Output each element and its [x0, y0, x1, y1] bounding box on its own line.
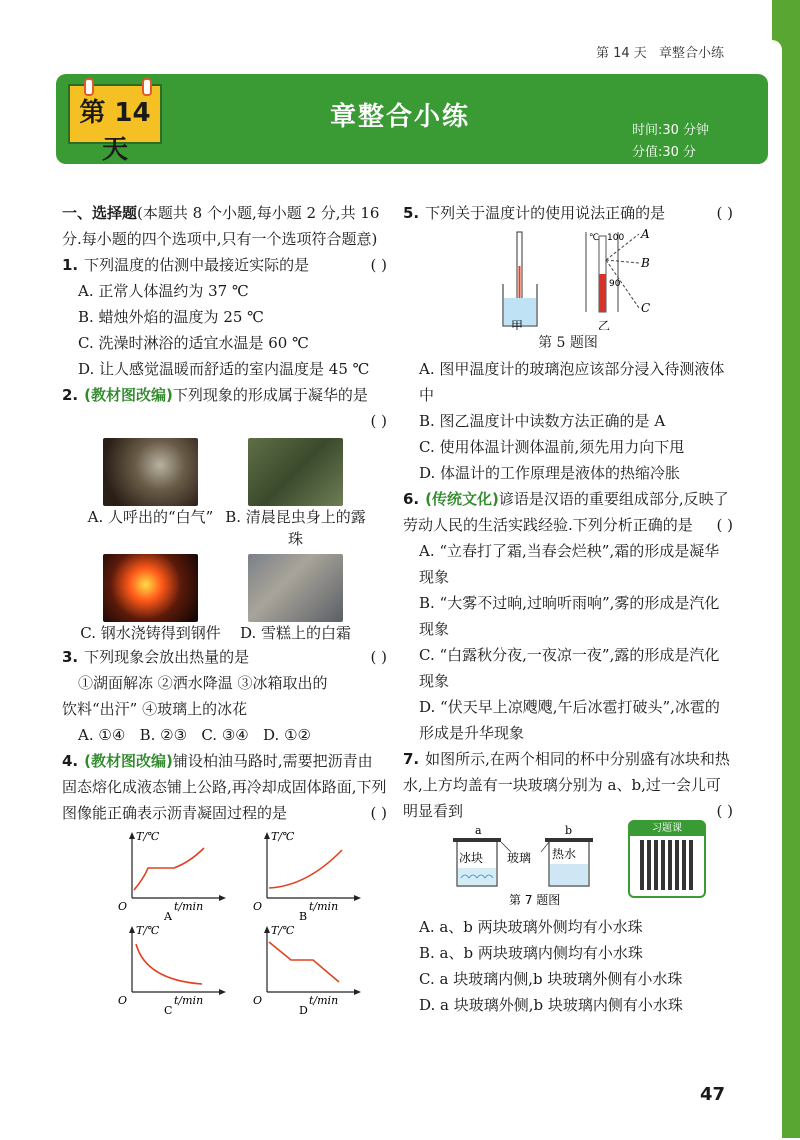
- page-number: 47: [700, 1084, 726, 1105]
- axis-x-label: t/min: [174, 900, 204, 913]
- option: B. a、b 两块玻璃内侧均有小水珠: [419, 944, 643, 962]
- fig-label-b: B: [641, 256, 650, 270]
- score-total: 分值:30 分: [632, 145, 697, 160]
- q2-image-row: [78, 438, 387, 550]
- fig-label-b: b: [565, 824, 573, 837]
- option: A. 正常人体温约为 37 ℃: [78, 282, 249, 300]
- fig-label-hot: 热水: [552, 847, 577, 861]
- fig-unit: ℃: [589, 233, 600, 243]
- q2-tag: (教材图改编): [84, 386, 173, 404]
- q3-statements: ①湖面解冻 ②洒水降温 ③冰箱取出的: [78, 674, 328, 692]
- question-5: [403, 200, 733, 226]
- question-7: [403, 746, 733, 824]
- q7-figure: [403, 824, 733, 914]
- graph-label: A: [164, 910, 172, 920]
- breath-photo: [103, 438, 198, 506]
- option: B. ②③: [139, 726, 188, 744]
- qr-label: 习题课: [630, 822, 704, 836]
- question-1: [62, 252, 387, 278]
- q2-image-row: [78, 554, 387, 644]
- origin-label: O: [118, 900, 128, 913]
- option: A. a、b 两块玻璃外侧均有小水珠: [419, 918, 643, 936]
- option: B. 蜡烛外焰的温度为 25 ℃: [78, 308, 264, 326]
- time-limit: 时间:30 分钟: [632, 123, 710, 138]
- graph-a: [112, 828, 252, 920]
- question-2: [62, 382, 387, 408]
- q7-stem: 如图所示,在两个相同的杯中分别盛有冰块和热水,上方均盖有一块玻璃分别为 a、b,过一会儿可明显看到: [403, 750, 730, 820]
- answer-paren: ( ): [370, 648, 387, 666]
- figure-caption: 第 7 题图: [509, 893, 561, 907]
- axis-y-label: T/℃: [271, 924, 295, 937]
- banner-title: 章整合小练: [329, 102, 470, 132]
- figure-caption: 第 5 题图: [538, 335, 598, 351]
- option: B. 图乙温度计中读数方法正确的是 A: [419, 412, 666, 430]
- q6-number: 6.: [403, 490, 420, 508]
- option: C. “白露秋分夜,一夜凉一夜”,露的形成是汽化现象: [419, 646, 720, 690]
- q7-number: 7.: [403, 750, 420, 768]
- answer-paren: ( ): [716, 204, 733, 222]
- qr-pattern-icon: [640, 840, 694, 890]
- fig-label-a: A: [641, 227, 650, 241]
- axis-x-label: t/min: [309, 994, 339, 1007]
- answer-paren: ( ): [370, 412, 387, 430]
- q2-image-a: [78, 438, 223, 550]
- running-header: [588, 42, 724, 61]
- q4-tag: (教材图改编): [84, 752, 173, 770]
- option: D. ①②: [263, 726, 311, 744]
- day-label: 第 14 天: [79, 98, 151, 165]
- q1-stem: 下列温度的估测中最接近实际的是: [84, 256, 310, 274]
- q6-tag: (传统文化): [425, 490, 499, 508]
- q2-image-d: [223, 554, 368, 644]
- answer-paren: ( ): [716, 516, 733, 534]
- thermometer-figure: [403, 226, 733, 330]
- running-header-day: 第 14 天: [596, 46, 647, 61]
- running-header-title: 章整合小练: [658, 46, 724, 61]
- axis-x-label: t/min: [174, 994, 204, 1007]
- graph-b: [247, 828, 387, 920]
- answer-paren: ( ): [716, 802, 733, 820]
- axis-y-label: T/℃: [136, 924, 160, 937]
- q2-image-b: [223, 438, 368, 550]
- caption: D. 雪糕上的白霜: [239, 624, 352, 642]
- fig-label-ice: 冰块: [459, 851, 484, 865]
- graph-label: D: [299, 1004, 308, 1014]
- axis-y-label: T/℃: [271, 830, 295, 843]
- option: A. “立春打了霜,当春会烂秧”,霜的形成是凝华现象: [419, 542, 720, 586]
- caption: B. 清晨昆虫身上的露珠: [225, 508, 366, 548]
- q2-stem: 下列现象的形成属于凝华的是: [172, 386, 368, 404]
- left-column: [62, 200, 387, 1026]
- option: A. ①④: [78, 726, 126, 744]
- origin-label: O: [253, 900, 263, 913]
- fig-tick-90: 90: [609, 279, 621, 289]
- insect-photo: [248, 438, 343, 506]
- graph-c: [112, 922, 252, 1014]
- answer-paren: ( ): [370, 256, 387, 274]
- qr-code[interactable]: [628, 820, 706, 898]
- q2-number: 2.: [62, 386, 79, 404]
- option: B. “大雾不过晌,过晌听雨响”,雾的形成是汽化现象: [419, 594, 720, 638]
- q5-number: 5.: [403, 204, 420, 222]
- q1-number: 1.: [62, 256, 79, 274]
- question-6: [403, 486, 733, 538]
- q3-statements: 饮料“出汗” ④玻璃上的冰花: [62, 700, 248, 718]
- q5-stem: 下列关于温度计的使用说法正确的是: [425, 204, 666, 222]
- q6-stem: 谚语是汉语的重要组成部分,反映了劳动人民的生活实践经验.下列分析正确的是: [403, 490, 729, 534]
- caption: A. 人呼出的“白气”: [87, 508, 214, 526]
- graph-d: [247, 922, 387, 1014]
- q3-number: 3.: [62, 648, 79, 666]
- fig-label-a: a: [475, 824, 482, 837]
- fig-tick-100: 100: [607, 233, 625, 243]
- section-title: 一、选择题: [62, 204, 138, 222]
- fig-label-c: C: [641, 301, 651, 315]
- banner-meta: [632, 120, 709, 164]
- fig-label-jia: 甲: [511, 319, 524, 330]
- option: C. ③④: [201, 726, 249, 744]
- axis-y-label: T/℃: [136, 830, 160, 843]
- answer-paren: ( ): [370, 804, 387, 822]
- section-desc: (本题共 8 个小题,每小题 2 分,共 16 分.每小题的四个选项中,只有一个选项符合题意): [62, 204, 380, 248]
- q4-stem: 铺设柏油马路时,需要把沥青由固态熔化成液态铺上公路,再冷却成固体路面,下列图像能正确表示沥青凝固过程的是: [62, 752, 387, 822]
- origin-label: O: [118, 994, 128, 1007]
- q5-figure: [403, 226, 733, 330]
- option: C. 使用体温计测体温前,须先用力向下甩: [419, 438, 685, 456]
- day-badge: [68, 84, 162, 165]
- option: C. a 块玻璃内侧,b 块玻璃外侧有小水珠: [419, 970, 683, 988]
- axis-x-label: t/min: [309, 900, 339, 913]
- page-edge-strip: [772, 0, 800, 1138]
- option: C. 洗澡时淋浴的适宜水温是 60 ℃: [78, 334, 309, 352]
- graph-label: B: [299, 910, 308, 920]
- popsicle-photo: [248, 554, 343, 622]
- q2-image-c: [78, 554, 223, 644]
- question-3: [62, 644, 387, 670]
- q4-number: 4.: [62, 752, 79, 770]
- q3-options: [62, 722, 387, 748]
- question-4: [62, 748, 387, 826]
- option: D. a 块玻璃外侧,b 块玻璃内侧有小水珠: [419, 996, 683, 1014]
- option: D. 体温计的工作原理是液体的热缩冷胀: [419, 464, 681, 482]
- q4-graphs: [62, 826, 387, 1026]
- caption: C. 钢水浇铸得到钢件: [80, 624, 221, 642]
- option: D. “伏天早上凉飕飕,午后冰雹打破头”,冰雹的形成是升华现象: [419, 698, 720, 742]
- option: A. 图甲温度计的玻璃泡应该部分浸入待测液体中: [419, 360, 725, 404]
- q3-stem: 下列现象会放出热量的是: [84, 648, 250, 666]
- origin-label: O: [253, 994, 263, 1007]
- section-heading: [62, 200, 387, 252]
- fig-label-glass: 玻璃: [507, 851, 532, 865]
- right-column: [403, 200, 733, 1018]
- molten-steel-photo: [103, 554, 198, 622]
- graph-label: C: [164, 1004, 173, 1014]
- option: D. 让人感觉温暖而舒适的室内温度是 45 ℃: [78, 360, 370, 378]
- fig-label-yi: 乙: [598, 319, 611, 330]
